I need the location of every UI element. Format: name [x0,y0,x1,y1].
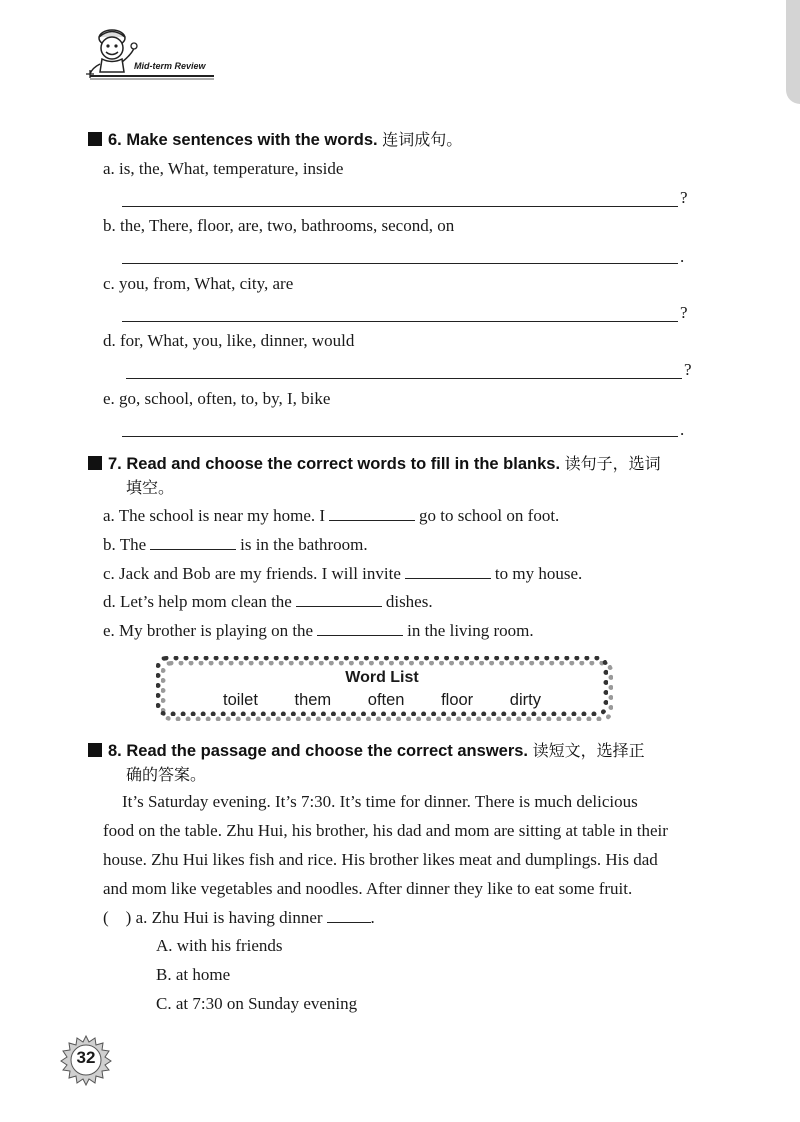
page-edge-tab [786,0,800,104]
section-number: 8. [108,742,122,760]
answer-line-b[interactable] [122,263,678,264]
end-punct-b: . [680,247,685,266]
section-number: 7. [108,455,122,473]
blank-sentence-e [103,620,534,642]
blank-a[interactable] [329,505,415,521]
page-number: 32 [76,1048,96,1067]
sentence-text: b. The [103,535,147,554]
section-title-cn: 连词成句。 [382,130,463,149]
header-underline [88,72,218,82]
option-b[interactable]: B. at home [156,965,231,984]
blank-sentence-d [103,591,433,613]
section-bullet [88,456,102,470]
prompt-c: c. you, from, What, city, are [103,274,294,293]
blank-d[interactable] [296,591,382,607]
section-title-en: Read the passage and choose the correct answers. [126,742,529,760]
prompt-e: e. go, school, often, to, by, I, bike [103,389,331,408]
end-punct-e: . [680,420,685,439]
word-item: often [367,691,405,709]
page-header [82,24,222,86]
blank-sentence-a [103,505,559,527]
header-label: Mid-term Review [134,61,206,71]
blank-b[interactable] [150,534,236,550]
word-item: toilet [223,691,258,709]
section-title-en: Make sentences with the words. [126,131,378,149]
answer-line-a[interactable] [122,206,678,207]
blank-sentence-b [103,534,368,556]
word-list-box [156,656,608,716]
word-list-words [161,691,603,710]
answer-line-e[interactable] [122,436,678,437]
section-bullet [88,132,102,146]
section-title-cn: 读句子，选词 [564,454,661,473]
option-a[interactable]: A. with his friends [156,936,283,955]
section-title-cn: 读短文，选择正 [532,741,645,760]
word-item: floor [441,691,474,709]
sentence-text: d. Let’s help mom clean the [103,592,292,611]
sentence-text: a. The school is near my home. I [103,506,326,525]
passage-line: It’s Saturday evening. It’s 7:30. It’s time for dinner. There is much delicious [122,792,638,811]
question-text[interactable]: ( ) a. Zhu Hui is having dinner [103,908,323,927]
option-c[interactable]: C. at 7:30 on Sunday evening [156,994,358,1013]
section-8-title-cont: 确的答案。 [126,765,207,784]
word-item: dirty [509,691,541,709]
passage-line: house. Zhu Hui likes fish and rice. His brother likes meat and dumplings. His dad [103,850,658,869]
word-list-title: Word List [345,669,419,686]
sentence-text: is in the bathroom. [240,535,368,554]
passage-line: and mom like vegetables and noodles. After dinner they like to eat some fruit. [103,879,633,898]
section-bullet [88,743,102,757]
blank-c[interactable] [405,563,491,579]
end-punct-a: ? [680,188,688,207]
section-7-title [88,452,661,476]
end-punct-c: ? [680,303,688,322]
blank-sentence-c [103,563,582,585]
prompt-b: b. the, There, floor, are, two, bathrooms, second, on [103,216,455,235]
section-title-en: Read and choose the correct words to fill in the blanks. [126,455,561,473]
sentence-text: c. Jack and Bob are my friends. I will invite [103,564,401,583]
prompt-a: a. is, the, What, temperature, inside [103,159,344,178]
sentence-text: dishes. [385,592,433,611]
question-blank[interactable] [327,907,371,923]
blank-e[interactable] [317,620,403,636]
answer-line-c[interactable] [122,321,678,322]
section-8-title [88,739,645,763]
answer-line-d[interactable] [126,378,682,379]
end-punct-d: ? [684,360,692,379]
section-7-title-cont: 填空。 [126,478,175,497]
sentence-text: e. My brother is playing on the [103,621,314,640]
passage-line: food on the table. Zhu Hui, his brother, his dad and mom are sitting at table in their [103,821,668,840]
word-item: them [294,691,332,709]
question-end: . [370,908,375,927]
prompt-d: d. for, What, you, like, dinner, would [103,331,355,350]
sentence-text: in the living room. [407,621,534,640]
question-a [103,907,375,929]
sentence-text: go to school on foot. [419,506,560,525]
section-6-title [88,128,462,152]
page-number-badge [60,1034,112,1086]
sentence-text: to my house. [494,564,583,583]
section-number: 6. [108,131,122,149]
